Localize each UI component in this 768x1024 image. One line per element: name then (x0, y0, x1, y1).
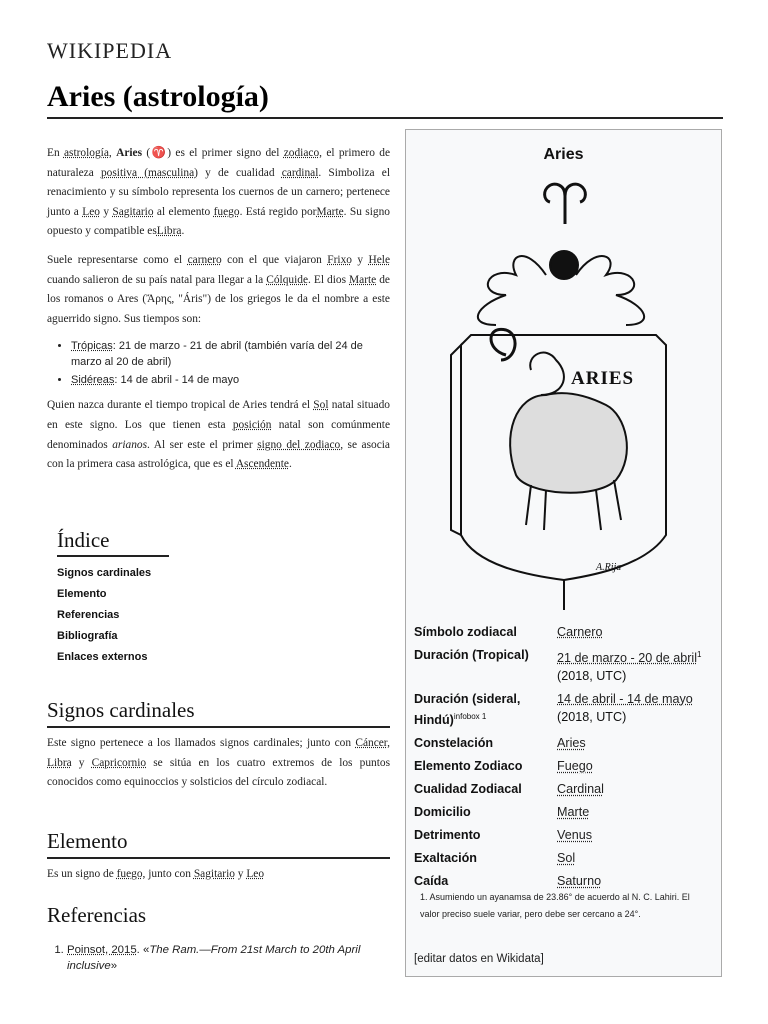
link-signo-zodiaco[interactable]: signo del zodiaco (257, 438, 341, 451)
link-poinsot[interactable]: Poinsot, 2015 (67, 944, 137, 956)
link-cualidad[interactable]: Cardinal (557, 782, 604, 797)
link-leo-2[interactable]: Leo (246, 868, 265, 880)
link-leo[interactable]: Leo (82, 205, 100, 218)
intro-content (47, 144, 390, 484)
link-frixo[interactable]: Frixo (327, 253, 352, 266)
text: , junto con (142, 868, 194, 880)
bold-term: Aries (116, 147, 143, 159)
row-key (414, 688, 557, 732)
link-carnero[interactable]: carnero (187, 253, 222, 266)
link-zodiaco[interactable]: zodiaco (283, 147, 320, 159)
row-extra: (2018, UTC) (557, 669, 627, 684)
link-libra[interactable]: Libra (156, 225, 182, 238)
link-sidereal-dates[interactable]: 14 de abril - 14 de mayo (557, 692, 693, 707)
text: natal situado en este signo. Los que tienen esta (47, 399, 390, 431)
text: . El dios (308, 273, 350, 286)
text: (♈) es el primer signo del (142, 147, 284, 159)
row-key: Domicilio (414, 805, 471, 820)
infobox (405, 129, 722, 977)
key-footnote[interactable]: infobox 1 (453, 712, 487, 722)
row-extra: (2018, UTC) (557, 710, 627, 725)
link-exaltacion[interactable]: Sol (557, 851, 576, 866)
link-caida[interactable]: Saturno (557, 874, 602, 889)
list-item (71, 338, 390, 370)
text: . « (136, 944, 150, 956)
link-marte-2[interactable]: Marte (349, 273, 377, 286)
link-carnero-value[interactable]: Carnero (557, 625, 603, 639)
image-caption: ARIES (571, 368, 635, 389)
row-key-text: Duración (sideral, Hindú) (414, 692, 521, 728)
row-key: Duración (Tropical) (414, 648, 529, 662)
text: , el primero de naturaleza (47, 147, 390, 179)
intro-paragraph-2 (47, 251, 390, 329)
intro-paragraph-1 (47, 144, 390, 242)
reference-item (67, 942, 390, 974)
row-key: Constelación (414, 736, 494, 751)
toc-item-signos-cardinales[interactable]: Signos cardinales (57, 567, 152, 579)
link-sidereas[interactable]: Sidéreas (71, 374, 115, 387)
text: : 14 de abril - 14 de mayo (114, 374, 240, 387)
link-fuego-2[interactable]: fuego (116, 868, 143, 880)
table-row (414, 621, 718, 644)
italic-term: arianos (112, 438, 148, 451)
table-row (414, 778, 718, 801)
text: y (71, 756, 92, 769)
title-divider (47, 117, 723, 119)
link-sagitario-2[interactable]: Sagitario (193, 868, 235, 880)
text: Este signo pertenece a los llamados signos cardinales; junto con (47, 737, 356, 749)
link-ascendente[interactable]: Ascendente (235, 458, 289, 471)
section-heading-referencias: Referencias (47, 903, 147, 927)
edit-wikidata-link[interactable]: [editar datos en Wikidata] (414, 953, 544, 965)
references-list (47, 942, 390, 974)
text: se sitúa en los cuatro extremos de los puntos conocidos como equinoccios y solsticios del círculo zodiacal. (47, 756, 391, 789)
text: Quien nazca durante el tiempo tropical de Aries tendrá el (47, 399, 314, 412)
section-paragraph-cardinales (47, 734, 390, 793)
toc-item-elemento[interactable]: Elemento (57, 588, 107, 600)
infobox-title: Aries (543, 146, 584, 163)
table-row (414, 644, 718, 688)
text: , se asocia con la primera casa astrológica, que es el (47, 438, 390, 471)
link-capricornio[interactable]: Capricornio (91, 756, 147, 769)
list-item (71, 372, 390, 388)
link-domicilio[interactable]: Marte (557, 805, 590, 820)
row-key: Elemento Zodiaco (414, 759, 523, 774)
text: y (234, 868, 247, 880)
link-astrologia[interactable]: astrología (63, 147, 109, 159)
link-elemento[interactable]: Fuego (557, 759, 593, 774)
table-row (414, 688, 718, 732)
text: . Al ser este el primer (147, 438, 258, 451)
link-fuego[interactable]: fuego (213, 205, 240, 218)
text: , (108, 147, 117, 159)
link-cancer[interactable]: Cáncer (355, 737, 388, 749)
link-sagitario[interactable]: Sagitario (112, 205, 154, 218)
toc-heading: Índice (57, 528, 169, 557)
row-key: Símbolo zodiacal (414, 625, 517, 639)
link-marte[interactable]: Marte (316, 205, 344, 218)
table-of-contents (57, 528, 169, 668)
aries-symbol-icon (540, 180, 590, 226)
link-hele[interactable]: Hele (368, 253, 391, 266)
text: , (387, 737, 390, 749)
link-colquide[interactable]: Cólquide (266, 273, 309, 286)
link-tropical-dates[interactable]: 21 de marzo - 20 de abril (557, 651, 698, 666)
text: y (351, 253, 369, 266)
section-heading-elemento: Elemento (47, 829, 390, 859)
text: con el que viajaron (221, 253, 328, 266)
text: y de cualidad (197, 166, 282, 179)
text: y (99, 205, 113, 218)
row-key: Cualidad Zodiacal (414, 782, 522, 797)
table-row (414, 801, 718, 824)
row-key: Detrimento (414, 828, 481, 843)
infobox-footnote: 1. Asumiendo un ayanamsa de 23.86° de acuerdo al N. C. Lahiri. El valor preciso suele variar, pero debe ser cercano a 24°. (420, 892, 690, 919)
intro-paragraph-3 (47, 396, 390, 474)
table-row (414, 755, 718, 778)
row-key: Exaltación (414, 851, 477, 866)
infobox-table (414, 621, 718, 893)
section-paragraph-elemento (47, 865, 390, 885)
page-title: Aries (astrología) (47, 80, 269, 113)
text: . (288, 458, 292, 471)
toc-item-enlaces-externos[interactable]: Enlaces externos (57, 651, 148, 663)
table-row (414, 732, 718, 755)
section-heading-signos-cardinales: Signos cardinales (47, 698, 390, 728)
toc-item-referencias[interactable]: Referencias (57, 609, 120, 621)
footnote-ref[interactable]: 1 (697, 650, 702, 659)
link-libra-2[interactable]: Libra (47, 756, 72, 769)
text: : 21 de marzo - 21 de abril (también varía del 24 de marzo al 20 de abril) (71, 340, 363, 369)
row-key: Caída (414, 874, 449, 889)
wikipedia-wordmark[interactable]: WIKIPEDIA (47, 38, 173, 63)
text: . Está regido por (239, 205, 317, 218)
text: al elemento (153, 205, 214, 218)
text: . Su signo opuesto y compatible es (47, 205, 390, 238)
link-constelacion[interactable]: Aries (557, 736, 586, 751)
text: . (181, 225, 185, 238)
table-row (414, 847, 718, 870)
toc-item-bibliografia[interactable]: Bibliografía (57, 630, 118, 642)
table-row (414, 824, 718, 847)
link-sol[interactable]: Sol (313, 399, 329, 412)
periods-list (47, 338, 390, 388)
image-signature: A.Rija (596, 562, 622, 573)
aries-ram-illustration (446, 235, 682, 615)
text: Es un signo de (47, 868, 117, 880)
link-tropicas[interactable]: Trópicas (71, 340, 113, 353)
text: cuando salieron de su país natal para llegar a la (47, 273, 267, 286)
link-cardinal[interactable]: cardinal (281, 166, 319, 179)
text: natal son comúnmente denominados (47, 418, 391, 451)
text: de los romanos o Ares (Ἄρης, "Áris") de los griegos le da el nombre a este aguerrido signo. Sus tiempos son: (47, 273, 390, 325)
text: Suele representarse como el (47, 253, 188, 266)
link-posicion[interactable]: posición (232, 418, 272, 431)
text: En (47, 147, 64, 159)
text: . Simboliza el renacimiento y su símbolo representa los cuernos de un carnero; pertenece junto a (47, 166, 390, 218)
reference-title: The Ram.—From 21st March to 20th April inclusive (67, 944, 361, 972)
text: » (110, 960, 118, 972)
link-detrimento[interactable]: Venus (557, 828, 593, 843)
link-positiva[interactable]: positiva (masculina) (100, 166, 198, 179)
